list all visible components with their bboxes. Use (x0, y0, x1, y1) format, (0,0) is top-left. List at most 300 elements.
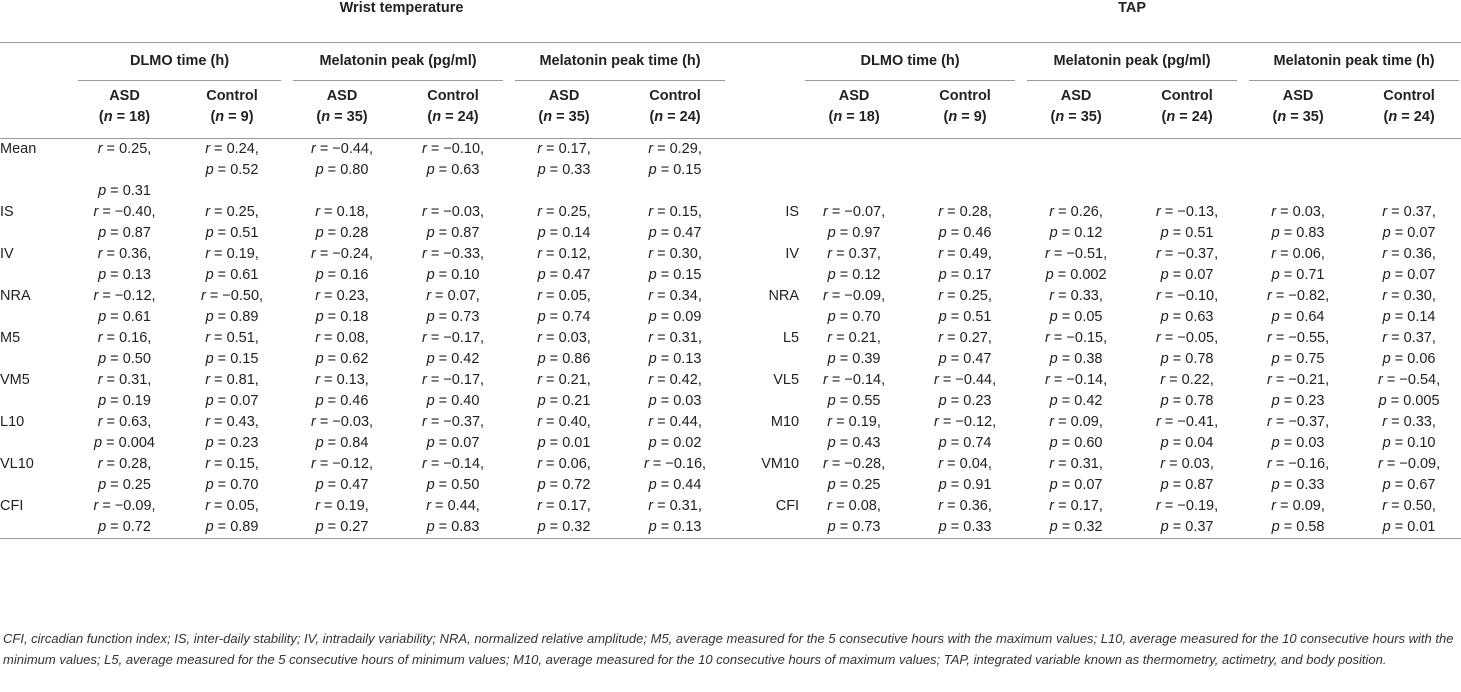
stat-cell (619, 202, 731, 244)
row-label-wrist: NRA (0, 288, 31, 304)
r-symbol: r (1156, 498, 1161, 514)
r-value: 0.13, (336, 372, 369, 388)
p-line: p = 0.17 (938, 267, 992, 283)
p-value: 0.64 (1296, 309, 1325, 325)
p-value: 0.58 (1296, 519, 1325, 535)
n-value: = 18) (112, 109, 151, 125)
stat-cell (509, 286, 619, 328)
stat-cell (1243, 328, 1353, 370)
stat-cell (619, 286, 731, 328)
p-line: p = 0.23 (938, 393, 992, 409)
column-header-n: (n = 24) (1161, 109, 1213, 125)
p-symbol: p (1382, 351, 1391, 367)
p-line: p = 0.05 (1049, 309, 1103, 325)
p-value: 0.07 (230, 393, 259, 409)
r-line: r = −0.40, (93, 204, 156, 220)
r-symbol: r (643, 456, 649, 472)
stat-cell (177, 328, 287, 370)
r-line: r = 0.08, (315, 330, 369, 346)
subheader-peak-wrist: Melatonin peak (pg/ml) (293, 43, 503, 81)
column-header (1021, 86, 1131, 139)
r-value: 0.08, (336, 330, 369, 346)
p-symbol: p (98, 351, 107, 367)
r-symbol: r (938, 330, 944, 346)
stat-cell (287, 370, 397, 412)
p-symbol: p (1049, 519, 1058, 535)
r-line: r = −0.12, (934, 414, 997, 430)
r-symbol: r (1382, 414, 1388, 430)
p-symbol: p (1160, 351, 1169, 367)
p-symbol: p (1271, 435, 1280, 451)
stat-cell (909, 412, 1021, 454)
stat-cell (72, 496, 177, 539)
r-symbol: r (823, 204, 828, 220)
r-line: r = 0.44, (426, 498, 480, 514)
p-symbol: p (827, 519, 836, 535)
r-symbol: r (421, 372, 427, 388)
r-symbol: r (934, 372, 939, 388)
p-line: p = 0.06 (1382, 351, 1436, 367)
p-value: 0.84 (340, 435, 369, 451)
stat-cell (799, 286, 909, 328)
p-value: 0.07 (1185, 267, 1214, 283)
row-label-tap: VM10 (761, 456, 800, 472)
p-value: 0.46 (963, 225, 992, 241)
p-value: 0.12 (1074, 225, 1103, 241)
p-line: p = 0.12 (1049, 225, 1103, 241)
r-value: −0.03, (332, 414, 374, 430)
r-symbol: r (1045, 246, 1050, 262)
p-symbol: p (938, 309, 947, 325)
p-symbol: p (648, 309, 657, 325)
p-value: 0.71 (1296, 267, 1325, 283)
row-label-tap: VL5 (773, 372, 800, 388)
p-line: p = 0.73 (426, 309, 480, 325)
p-symbol: p (537, 393, 546, 409)
row-label-wrist: VL10 (0, 456, 34, 472)
row-label-tap (731, 139, 799, 203)
stat-cell (509, 454, 619, 496)
p-symbol: p (315, 267, 324, 283)
r-symbol: r (1267, 330, 1272, 346)
stat-cell (287, 286, 397, 328)
column-header-n: (n = 35) (316, 109, 368, 125)
p-symbol: p (98, 309, 107, 325)
p-symbol: p (827, 267, 836, 283)
r-line: r = 0.06, (1271, 246, 1325, 262)
p-symbol: p (426, 393, 435, 409)
n-symbol: n (321, 109, 331, 125)
stat-cell (1131, 412, 1243, 454)
r-value: 0.03, (1181, 456, 1214, 472)
p-value: 0.42 (451, 351, 480, 367)
p-symbol: p (537, 519, 546, 535)
r-line: r = −0.28, (823, 456, 886, 472)
p-value: 0.14 (1407, 309, 1436, 325)
r-line: r = 0.03, (1271, 204, 1325, 220)
p-value: 0.47 (673, 225, 702, 241)
r-value: 0.21, (848, 330, 881, 346)
r-line: r = 0.08, (827, 498, 881, 514)
stat-cell (397, 244, 509, 286)
p-line: p = 0.80 (315, 162, 369, 178)
stat-cell (287, 139, 397, 203)
p-value: 0.78 (1185, 393, 1214, 409)
p-symbol: p (537, 225, 546, 241)
r-value: 0.06, (558, 456, 591, 472)
r-symbol: r (97, 372, 103, 388)
p-value: 0.07 (1074, 477, 1103, 493)
r-value: 0.19, (226, 246, 259, 262)
r-value: 0.40, (558, 414, 591, 430)
p-line: p = 0.87 (426, 225, 480, 241)
n-symbol: n (1388, 109, 1398, 125)
p-symbol: p (648, 477, 657, 493)
p-symbol: p (1160, 309, 1169, 325)
subheader-peak-time-wrist: Melatonin peak time (h) (515, 43, 725, 81)
table-row (0, 370, 1461, 412)
r-value: −0.33, (443, 246, 485, 262)
r-symbol: r (205, 498, 211, 514)
p-symbol: p (426, 435, 435, 451)
column-header-n: (n = 9) (210, 109, 254, 125)
p-line: p = 0.04 (1160, 435, 1214, 451)
r-value: 0.06, (1292, 246, 1325, 262)
p-value: 0.74 (562, 309, 591, 325)
p-symbol: p (426, 351, 435, 367)
p-line: p = 0.01 (1382, 519, 1436, 535)
r-line: r = 0.16, (97, 330, 152, 346)
p-line: p = 0.63 (1160, 309, 1214, 325)
table-row (0, 202, 1461, 244)
p-value: 0.15 (673, 267, 702, 283)
stat-cell (177, 496, 287, 539)
r-symbol: r (537, 498, 543, 514)
p-symbol: p (1049, 435, 1058, 451)
p-symbol: p (537, 162, 546, 178)
p-symbol: p (1382, 477, 1391, 493)
p-value: 0.06 (1407, 351, 1436, 367)
stat-cell (72, 202, 177, 244)
r-line: r = 0.06, (537, 456, 591, 472)
r-symbol: r (1049, 288, 1055, 304)
p-value: 0.31 (122, 183, 151, 199)
p-line: p = 0.005 (1378, 393, 1440, 409)
p-symbol: p (1271, 225, 1280, 241)
p-line: p = 0.15 (205, 351, 259, 367)
r-symbol: r (1378, 456, 1383, 472)
p-line: p = 0.07 (205, 393, 259, 409)
p-symbol: p (537, 351, 546, 367)
p-line: p = 0.75 (1271, 351, 1325, 367)
p-line: p = 0.58 (1271, 519, 1325, 535)
r-line: r = −0.54, (1378, 372, 1441, 388)
p-value: 0.02 (673, 435, 702, 451)
r-symbol: r (200, 288, 206, 304)
p-value: 0.63 (451, 162, 480, 178)
r-symbol: r (310, 141, 316, 157)
r-value: −0.54, (1399, 372, 1441, 388)
r-line: r = 0.29, (648, 141, 702, 157)
r-symbol: r (97, 330, 103, 346)
stat-cell (1021, 328, 1131, 370)
column-header (1131, 86, 1243, 139)
r-line: r = −0.10, (1156, 288, 1219, 304)
p-line: p = 0.002 (1045, 267, 1107, 283)
p-symbol: p (1271, 519, 1280, 535)
r-value: −0.37, (1288, 414, 1330, 430)
column-header-name: Control (939, 88, 991, 104)
r-symbol: r (1045, 372, 1050, 388)
p-line: p = 0.33 (1271, 477, 1325, 493)
r-value: 0.30, (669, 246, 702, 262)
p-value: 0.32 (562, 519, 591, 535)
n-value: = 35) (330, 109, 368, 125)
stat-cell (177, 454, 287, 496)
r-symbol: r (938, 204, 944, 220)
n-symbol: n (1277, 109, 1287, 125)
column-header-row (0, 86, 1461, 139)
stat-cell (72, 328, 177, 370)
p-value: 0.83 (451, 519, 480, 535)
r-line: r = −0.16, (1267, 456, 1330, 472)
p-symbol: p (1049, 225, 1058, 241)
p-line: p = 0.67 (1382, 477, 1436, 493)
r-value: 0.09, (1070, 414, 1103, 430)
p-symbol: p (426, 225, 435, 241)
column-header-name: Control (206, 88, 258, 104)
stat-cell (1131, 286, 1243, 328)
r-symbol: r (938, 456, 944, 472)
r-line: r = 0.17, (537, 498, 591, 514)
row-label-wrist: M5 (0, 330, 21, 346)
stat-cell (1021, 202, 1131, 244)
stat-cell (1021, 370, 1131, 412)
r-value: 0.30, (1403, 288, 1436, 304)
p-line: p = 0.18 (315, 309, 369, 325)
p-value: 0.70 (230, 477, 259, 493)
r-line: r = 0.19, (205, 246, 259, 262)
p-value: 0.14 (562, 225, 591, 241)
r-line: r = −0.16, (643, 456, 707, 472)
stat-cell (1243, 286, 1353, 328)
p-line: p = 0.09 (648, 309, 702, 325)
r-symbol: r (421, 330, 427, 346)
r-value: 0.19, (336, 498, 369, 514)
p-line: p = 0.01 (537, 435, 591, 451)
p-line: p = 0.02 (648, 435, 702, 451)
column-header (287, 86, 397, 139)
r-value: −0.12, (332, 456, 374, 472)
subheader-row (0, 43, 1461, 87)
p-symbol: p (938, 267, 947, 283)
r-value: −0.16, (1288, 456, 1330, 472)
stat-cell (72, 370, 177, 412)
r-value: 0.03, (1292, 204, 1325, 220)
stat-cell (619, 328, 731, 370)
p-line: p = 0.25 (827, 477, 881, 493)
p-value: 0.07 (451, 435, 480, 451)
p-symbol: p (98, 477, 107, 493)
stat-cell (397, 370, 509, 412)
p-symbol: p (98, 183, 107, 199)
row-label-wrist: CFI (0, 498, 24, 514)
r-line: r = 0.17, (1049, 498, 1103, 514)
p-symbol: p (648, 393, 657, 409)
column-header-n: (n = 18) (98, 109, 151, 125)
column-header (72, 86, 177, 139)
stat-cell (72, 139, 177, 203)
p-line: p = 0.42 (1049, 393, 1103, 409)
stat-cell (1021, 286, 1131, 328)
stat-cell (799, 370, 909, 412)
r-value: 0.27, (959, 330, 992, 346)
p-value: 0.60 (1074, 435, 1103, 451)
p-symbol: p (1160, 267, 1169, 283)
table-row (0, 496, 1461, 539)
r-value: −0.12, (114, 288, 156, 304)
p-value: 0.74 (963, 435, 992, 451)
r-symbol: r (1267, 372, 1272, 388)
stat-cell (1353, 496, 1461, 539)
p-line: p = 0.55 (827, 393, 881, 409)
p-line: p = 0.14 (537, 225, 591, 241)
p-line: p = 0.10 (1382, 435, 1436, 451)
stat-cell (909, 370, 1021, 412)
stat-cell (1353, 202, 1461, 244)
p-line: p = 0.87 (1160, 477, 1214, 493)
p-value: 0.37 (1185, 519, 1214, 535)
r-line: r = 0.44, (648, 414, 702, 430)
stat-cell (509, 496, 619, 539)
r-symbol: r (1160, 372, 1166, 388)
r-line: r = 0.26, (1049, 204, 1103, 220)
r-symbol: r (537, 372, 543, 388)
empty-cell (1131, 139, 1243, 203)
r-symbol: r (421, 456, 427, 472)
p-line: p = 0.07 (1382, 267, 1436, 283)
column-header (509, 86, 619, 139)
r-value: −0.12, (955, 414, 997, 430)
p-symbol: p (426, 162, 435, 178)
p-value: 0.23 (963, 393, 992, 409)
r-line: r = −0.03, (421, 204, 485, 220)
r-symbol: r (827, 498, 833, 514)
r-value: 0.63, (119, 414, 152, 430)
r-value: 0.21, (558, 372, 591, 388)
r-symbol: r (1156, 414, 1161, 430)
r-line: r = 0.19, (827, 414, 881, 430)
p-value: 0.61 (122, 309, 151, 325)
stat-cell (1353, 328, 1461, 370)
r-line: r = 0.34, (648, 288, 702, 304)
p-value: 0.50 (122, 351, 151, 367)
p-line: p = 0.33 (938, 519, 992, 535)
p-value: 0.38 (1074, 351, 1103, 367)
stat-cell (287, 244, 397, 286)
p-symbol: p (205, 309, 214, 325)
p-value: 0.87 (1185, 477, 1214, 493)
r-symbol: r (1267, 456, 1272, 472)
stat-cell (799, 328, 909, 370)
r-line: r = −0.24, (310, 246, 374, 262)
p-line: p = 0.84 (315, 435, 369, 451)
p-symbol: p (938, 351, 947, 367)
n-symbol: n (543, 109, 553, 125)
p-value: 0.33 (562, 162, 591, 178)
p-symbol: p (426, 477, 435, 493)
stat-cell (1021, 496, 1131, 539)
r-symbol: r (205, 456, 211, 472)
r-line: r = 0.51, (205, 330, 259, 346)
column-header-n: (n = 24) (1383, 109, 1435, 125)
r-symbol: r (315, 372, 321, 388)
p-symbol: p (1049, 351, 1058, 367)
r-value: 0.42, (669, 372, 702, 388)
stat-cell (909, 286, 1021, 328)
r-value: −0.50, (222, 288, 264, 304)
stat-cell (397, 454, 509, 496)
r-symbol: r (648, 204, 654, 220)
r-value: −0.05, (1177, 330, 1219, 346)
column-header-name: ASD (109, 88, 140, 104)
r-line: r = −0.09, (823, 288, 886, 304)
stat-cell (909, 202, 1021, 244)
n-value: = 35) (1064, 109, 1102, 125)
table-row (0, 412, 1461, 454)
r-symbol: r (938, 498, 944, 514)
r-symbol: r (827, 414, 833, 430)
subheader-peak-time-tap: Melatonin peak time (h) (1249, 43, 1459, 81)
p-line: p = 0.28 (315, 225, 369, 241)
r-line: r = 0.23, (315, 288, 369, 304)
r-symbol: r (537, 288, 543, 304)
p-value: 0.27 (340, 519, 369, 535)
column-header-n: (n = 24) (649, 109, 701, 125)
p-line: p = 0.12 (827, 267, 881, 283)
row-label-wrist: VM5 (0, 372, 30, 388)
p-symbol: p (1382, 309, 1391, 325)
r-line: r = 0.28, (938, 204, 992, 220)
r-value: 0.44, (669, 414, 702, 430)
r-value: −0.17, (443, 330, 485, 346)
r-line: r = 0.30, (1382, 288, 1436, 304)
p-line: p = 0.64 (1271, 309, 1325, 325)
p-symbol: p (938, 519, 947, 535)
r-value: 0.34, (669, 288, 702, 304)
r-symbol: r (1382, 288, 1388, 304)
r-symbol: r (426, 498, 432, 514)
p-line: p = 0.31 (98, 183, 151, 199)
n-symbol: n (1055, 109, 1065, 125)
r-value: −0.51, (1066, 246, 1108, 262)
p-symbol: p (205, 162, 214, 178)
r-symbol: r (934, 414, 939, 430)
r-line: r = −0.13, (1156, 204, 1219, 220)
p-symbol: p (648, 435, 657, 451)
r-value: −0.15, (1066, 330, 1108, 346)
r-line: r = 0.17, (537, 141, 591, 157)
stat-cell (909, 454, 1021, 496)
r-line: r = −0.37, (1156, 246, 1219, 262)
r-value: −0.13, (1177, 204, 1219, 220)
p-value: 0.83 (1296, 225, 1325, 241)
p-value: 0.47 (562, 267, 591, 283)
stat-cell (799, 412, 909, 454)
stat-cell (1243, 370, 1353, 412)
r-symbol: r (1156, 288, 1161, 304)
p-line: p = 0.87 (98, 225, 151, 241)
